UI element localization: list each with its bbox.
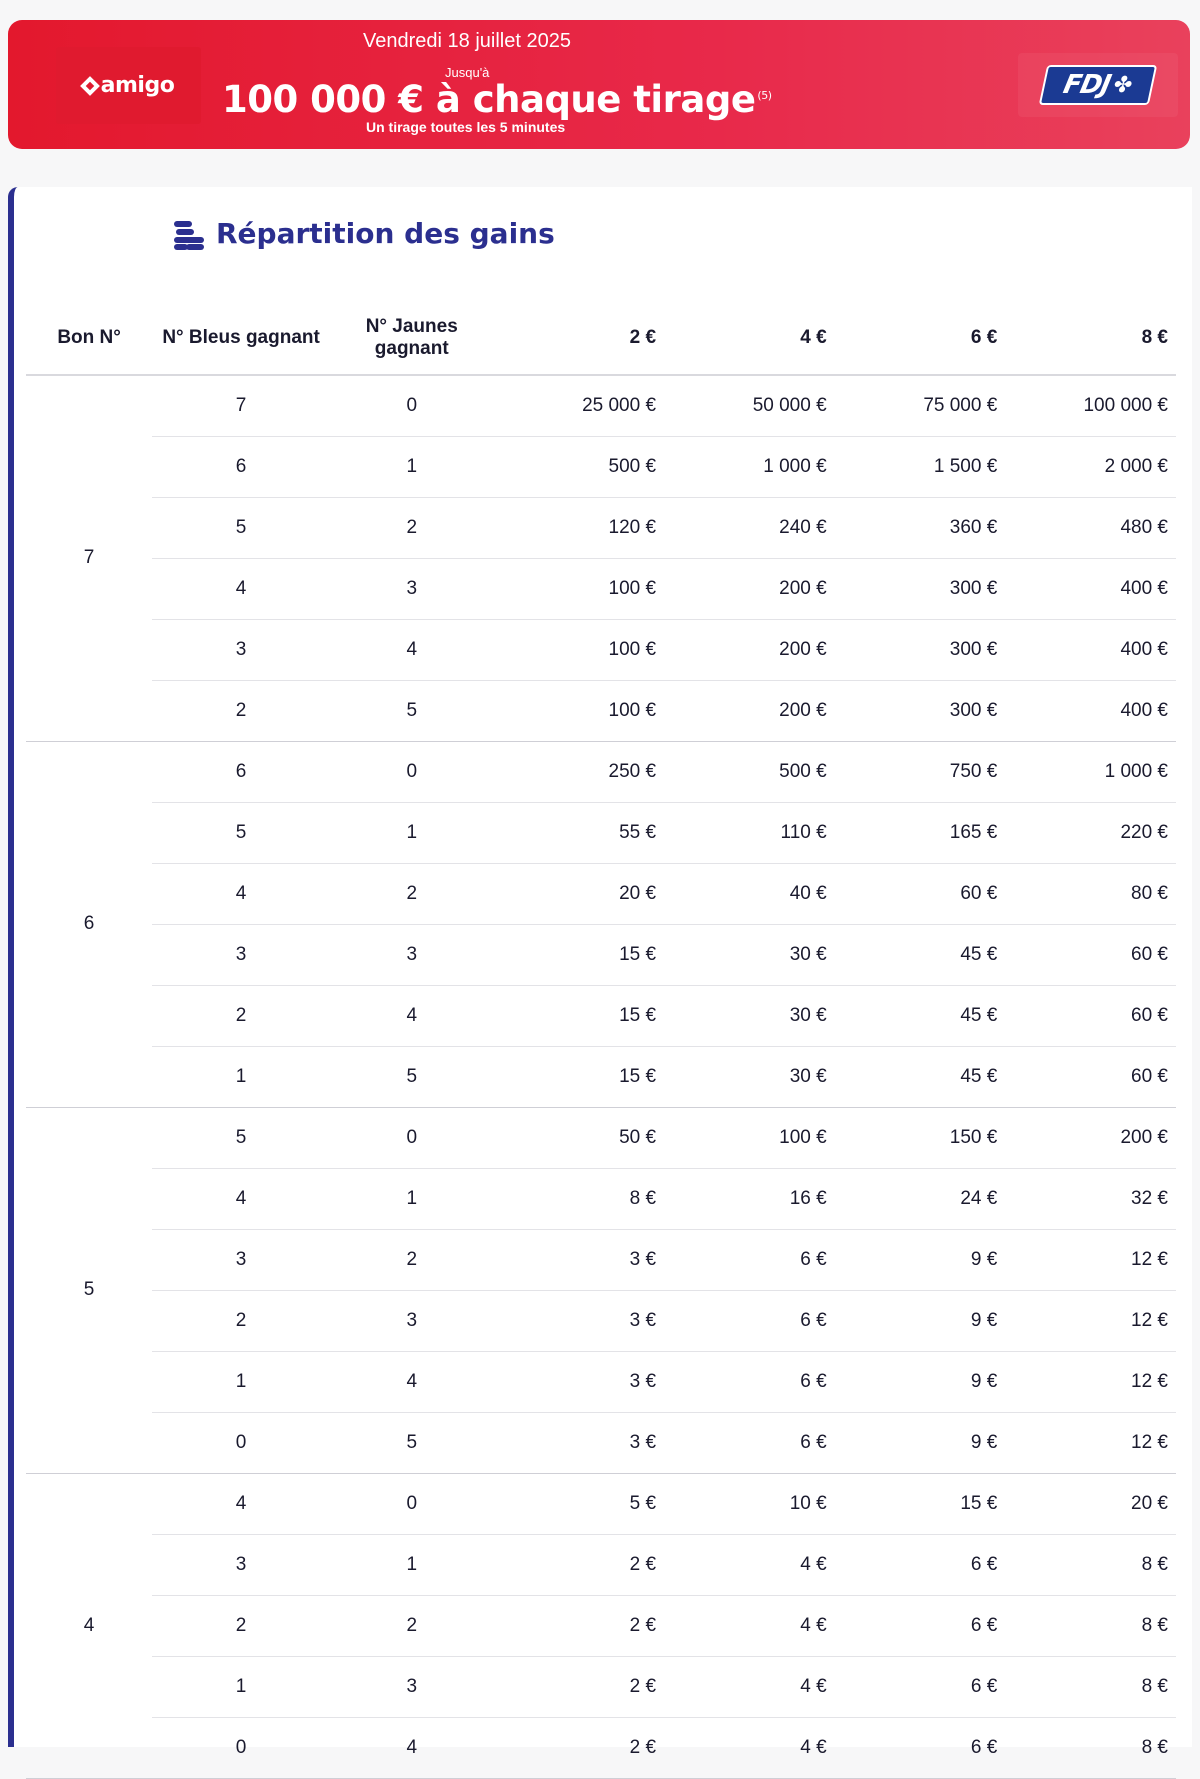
cell-mise-4: 30 € <box>664 1046 835 1107</box>
cell-mise-2: 2 € <box>493 1717 664 1778</box>
cell-mise-4: 100 € <box>664 1107 835 1168</box>
cell-mise-2: 15 € <box>493 985 664 1046</box>
cell-mise-8: 8 € <box>1005 1534 1176 1595</box>
cell-mise-6: 45 € <box>835 1046 1006 1107</box>
cell-jaunes: 3 <box>330 1290 493 1351</box>
gains-table <box>26 302 1176 1779</box>
cell-bon: 4 <box>26 1473 152 1778</box>
cell-mise-8: 12 € <box>1005 1351 1176 1412</box>
cell-jaunes: 3 <box>330 1656 493 1717</box>
amigo-logo-text: amigo <box>100 73 175 98</box>
cell-mise-2: 500 € <box>493 436 664 497</box>
header-bleus: N° Bleus gagnant <box>152 302 330 375</box>
cell-bleus: 1 <box>152 1351 330 1412</box>
cell-mise-8: 480 € <box>1005 497 1176 558</box>
cell-mise-2: 120 € <box>493 497 664 558</box>
cell-jaunes: 2 <box>330 497 493 558</box>
cell-jaunes: 1 <box>330 436 493 497</box>
cell-bleus: 2 <box>152 1290 330 1351</box>
cell-mise-4: 6 € <box>664 1290 835 1351</box>
cell-bleus: 2 <box>152 1595 330 1656</box>
table-row <box>26 802 1176 863</box>
cell-mise-8: 80 € <box>1005 863 1176 924</box>
cell-mise-4: 6 € <box>664 1412 835 1473</box>
table-row <box>26 741 1176 802</box>
cell-bleus: 5 <box>152 802 330 863</box>
cell-bleus: 1 <box>152 1656 330 1717</box>
banner-footnote: (5) <box>757 88 772 102</box>
cell-mise-2: 100 € <box>493 558 664 619</box>
cell-jaunes: 4 <box>330 1351 493 1412</box>
cell-mise-6: 15 € <box>835 1473 1006 1534</box>
cell-mise-6: 6 € <box>835 1656 1006 1717</box>
cell-mise-8: 60 € <box>1005 985 1176 1046</box>
cell-jaunes: 2 <box>330 863 493 924</box>
table-row <box>26 436 1176 497</box>
cell-mise-6: 6 € <box>835 1595 1006 1656</box>
table-row <box>26 558 1176 619</box>
cell-mise-2: 3 € <box>493 1351 664 1412</box>
cell-bleus: 2 <box>152 680 330 741</box>
table-row <box>26 1229 1176 1290</box>
cell-jaunes: 0 <box>330 741 493 802</box>
cell-mise-8: 60 € <box>1005 1046 1176 1107</box>
cell-mise-6: 300 € <box>835 619 1006 680</box>
cell-bleus: 6 <box>152 741 330 802</box>
header-mise-4: 4 € <box>664 302 835 375</box>
cell-bleus: 6 <box>152 436 330 497</box>
cell-jaunes: 0 <box>330 1473 493 1534</box>
table-row <box>26 863 1176 924</box>
cell-bleus: 0 <box>152 1412 330 1473</box>
table-row <box>26 680 1176 741</box>
cell-bleus: 4 <box>152 863 330 924</box>
cell-bon: 5 <box>26 1107 152 1473</box>
cell-mise-2: 2 € <box>493 1595 664 1656</box>
cell-jaunes: 4 <box>330 1717 493 1778</box>
cell-bleus: 4 <box>152 558 330 619</box>
cell-mise-4: 30 € <box>664 924 835 985</box>
table-row <box>26 1168 1176 1229</box>
cell-mise-6: 24 € <box>835 1168 1006 1229</box>
cell-mise-4: 1 000 € <box>664 436 835 497</box>
cell-mise-2: 100 € <box>493 619 664 680</box>
cell-mise-4: 10 € <box>664 1473 835 1534</box>
header-mise-2: 2 € <box>493 302 664 375</box>
cell-mise-2: 2 € <box>493 1656 664 1717</box>
cell-mise-8: 12 € <box>1005 1412 1176 1473</box>
cell-mise-2: 15 € <box>493 1046 664 1107</box>
banner-date: Vendredi 18 juillet 2025 <box>363 30 571 52</box>
cell-mise-8: 400 € <box>1005 558 1176 619</box>
cell-jaunes: 2 <box>330 1229 493 1290</box>
cell-bleus: 7 <box>152 375 330 436</box>
amigo-diamond-icon <box>80 76 100 96</box>
cell-bleus: 5 <box>152 497 330 558</box>
cell-mise-2: 3 € <box>493 1229 664 1290</box>
cell-jaunes: 5 <box>330 1412 493 1473</box>
cell-mise-6: 6 € <box>835 1717 1006 1778</box>
clover-icon: ✤ <box>1111 72 1135 97</box>
banner-subline: Un tirage toutes les 5 minutes <box>366 119 566 135</box>
cell-mise-2: 20 € <box>493 863 664 924</box>
cell-mise-4: 16 € <box>664 1168 835 1229</box>
cell-mise-6: 6 € <box>835 1534 1006 1595</box>
cell-mise-6: 360 € <box>835 497 1006 558</box>
cell-mise-4: 240 € <box>664 497 835 558</box>
header-jaunes: N° Jaunes gagnant <box>330 302 493 375</box>
cell-mise-4: 40 € <box>664 863 835 924</box>
cell-mise-4: 500 € <box>664 741 835 802</box>
cell-jaunes: 3 <box>330 558 493 619</box>
promo-banner[interactable] <box>8 20 1190 149</box>
coins-stack-icon <box>174 219 204 249</box>
cell-jaunes: 4 <box>330 985 493 1046</box>
cell-jaunes: 5 <box>330 680 493 741</box>
cell-mise-2: 15 € <box>493 924 664 985</box>
cell-mise-6: 300 € <box>835 680 1006 741</box>
table-row <box>26 497 1176 558</box>
cell-mise-6: 150 € <box>835 1107 1006 1168</box>
cell-mise-2: 50 € <box>493 1107 664 1168</box>
cell-mise-6: 9 € <box>835 1351 1006 1412</box>
section-title: Répartition des gains <box>216 217 555 250</box>
header-mise-6: 6 € <box>835 302 1006 375</box>
cell-mise-8: 2 000 € <box>1005 436 1176 497</box>
cell-jaunes: 1 <box>330 1168 493 1229</box>
table-row <box>26 1717 1176 1778</box>
cell-jaunes: 1 <box>330 1534 493 1595</box>
table-header-row <box>26 302 1176 375</box>
cell-bleus: 3 <box>152 1229 330 1290</box>
cell-bleus: 3 <box>152 1534 330 1595</box>
table-row <box>26 1107 1176 1168</box>
cell-bleus: 3 <box>152 924 330 985</box>
cell-bleus: 5 <box>152 1107 330 1168</box>
cell-mise-2: 100 € <box>493 680 664 741</box>
cell-jaunes: 1 <box>330 802 493 863</box>
cell-mise-8: 400 € <box>1005 619 1176 680</box>
cell-mise-2: 2 € <box>493 1534 664 1595</box>
cell-mise-4: 200 € <box>664 619 835 680</box>
cell-mise-6: 60 € <box>835 863 1006 924</box>
cell-mise-4: 4 € <box>664 1717 835 1778</box>
cell-mise-4: 4 € <box>664 1595 835 1656</box>
cell-mise-2: 3 € <box>493 1412 664 1473</box>
cell-mise-8: 32 € <box>1005 1168 1176 1229</box>
cell-bleus: 4 <box>152 1473 330 1534</box>
cell-mise-8: 400 € <box>1005 680 1176 741</box>
cell-mise-6: 45 € <box>835 985 1006 1046</box>
table-row <box>26 1351 1176 1412</box>
cell-mise-6: 165 € <box>835 802 1006 863</box>
banner-headline <box>222 78 772 121</box>
cell-mise-8: 220 € <box>1005 802 1176 863</box>
banner-headline-text: 100 000 € à chaque tirage <box>222 78 756 121</box>
cell-mise-8: 8 € <box>1005 1595 1176 1656</box>
table-row <box>26 1534 1176 1595</box>
table-row <box>26 619 1176 680</box>
cell-jaunes: 5 <box>330 1046 493 1107</box>
cell-bleus: 3 <box>152 619 330 680</box>
cell-mise-6: 9 € <box>835 1290 1006 1351</box>
cell-mise-4: 30 € <box>664 985 835 1046</box>
cell-mise-6: 1 500 € <box>835 436 1006 497</box>
cell-mise-8: 100 000 € <box>1005 375 1176 436</box>
cell-mise-8: 20 € <box>1005 1473 1176 1534</box>
table-row <box>26 1595 1176 1656</box>
cell-mise-6: 45 € <box>835 924 1006 985</box>
cell-jaunes: 2 <box>330 1595 493 1656</box>
table-row <box>26 375 1176 436</box>
cell-mise-8: 8 € <box>1005 1656 1176 1717</box>
cell-mise-6: 750 € <box>835 741 1006 802</box>
section-header <box>174 217 555 250</box>
fdj-logo-text: FDJ <box>1060 70 1113 100</box>
cell-jaunes: 0 <box>330 375 493 436</box>
cell-mise-4: 6 € <box>664 1351 835 1412</box>
cell-mise-8: 12 € <box>1005 1290 1176 1351</box>
cell-mise-4: 4 € <box>664 1534 835 1595</box>
cell-bleus: 4 <box>152 1168 330 1229</box>
table-row <box>26 1290 1176 1351</box>
cell-mise-4: 200 € <box>664 680 835 741</box>
cell-bleus: 0 <box>152 1717 330 1778</box>
cell-mise-2: 3 € <box>493 1290 664 1351</box>
cell-mise-2: 25 000 € <box>493 375 664 436</box>
cell-mise-4: 200 € <box>664 558 835 619</box>
cell-mise-2: 5 € <box>493 1473 664 1534</box>
cell-mise-6: 9 € <box>835 1229 1006 1290</box>
cell-mise-8: 200 € <box>1005 1107 1176 1168</box>
cell-bon: 7 <box>26 375 152 741</box>
gains-card <box>8 187 1192 1758</box>
cell-mise-8: 8 € <box>1005 1717 1176 1778</box>
amigo-logo <box>56 47 201 124</box>
banner-upto: Jusqu'à <box>445 65 490 80</box>
cell-bleus: 2 <box>152 985 330 1046</box>
table-row <box>26 1412 1176 1473</box>
cell-mise-4: 110 € <box>664 802 835 863</box>
table-row <box>26 1656 1176 1717</box>
cell-jaunes: 3 <box>330 924 493 985</box>
cell-mise-2: 8 € <box>493 1168 664 1229</box>
table-row <box>26 924 1176 985</box>
cell-mise-8: 60 € <box>1005 924 1176 985</box>
table-row <box>26 1046 1176 1107</box>
cell-mise-6: 75 000 € <box>835 375 1006 436</box>
header-bon: Bon N° <box>26 302 152 375</box>
cell-bleus: 1 <box>152 1046 330 1107</box>
cell-mise-2: 55 € <box>493 802 664 863</box>
table-row <box>26 1473 1176 1534</box>
cell-mise-6: 300 € <box>835 558 1006 619</box>
cell-mise-2: 250 € <box>493 741 664 802</box>
fdj-logo <box>1018 53 1178 117</box>
header-mise-8: 8 € <box>1005 302 1176 375</box>
cell-mise-4: 50 000 € <box>664 375 835 436</box>
cell-mise-4: 6 € <box>664 1229 835 1290</box>
cell-bon: 6 <box>26 741 152 1107</box>
cell-mise-6: 9 € <box>835 1412 1006 1473</box>
cell-mise-8: 1 000 € <box>1005 741 1176 802</box>
table-row <box>26 985 1176 1046</box>
cell-mise-4: 4 € <box>664 1656 835 1717</box>
cell-mise-8: 12 € <box>1005 1229 1176 1290</box>
cell-jaunes: 4 <box>330 619 493 680</box>
cell-jaunes: 0 <box>330 1107 493 1168</box>
